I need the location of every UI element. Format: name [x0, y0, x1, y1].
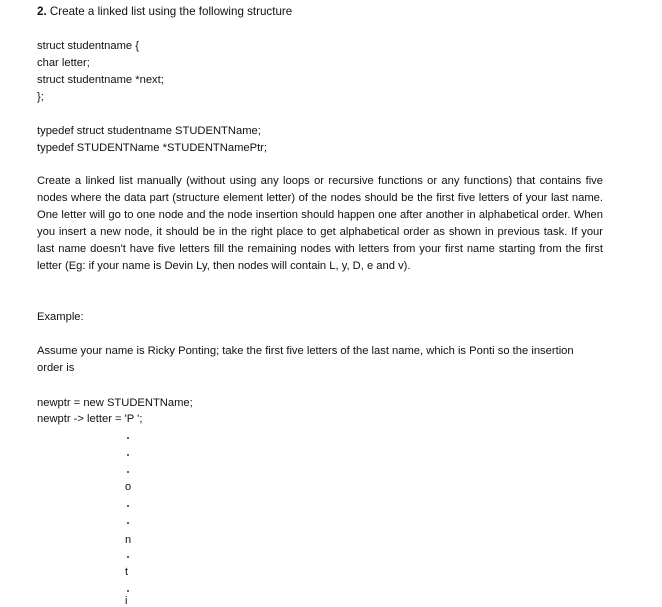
code-line: typedef struct studentname STUDENTName; — [37, 125, 261, 137]
example-label: Example: — [37, 311, 84, 323]
ellipsis-dot — [127, 590, 129, 592]
sequence-letter: o — [125, 481, 132, 493]
code-line: newptr = new STUDENTName; — [37, 397, 193, 409]
example-paragraph: Assume your name is Ricky Ponting; take the first five letters of the last name, which is Ponti so the insertion order is — [37, 345, 574, 374]
code-line: }; — [37, 91, 44, 103]
task-number: 2. — [37, 5, 47, 18]
ellipsis-dot — [127, 505, 129, 507]
ellipsis-dot — [127, 437, 129, 439]
task-title: Create a linked list using the following structure — [49, 5, 293, 18]
task-heading — [37, 5, 292, 18]
ellipsis-dot — [127, 471, 129, 473]
sequence-letter: i — [125, 595, 128, 607]
sequence-letter: n — [125, 534, 132, 546]
sequence-letter: t — [125, 566, 129, 578]
code-line: char letter; — [37, 57, 90, 69]
code-line: newptr -> letter = 'P '; — [37, 413, 143, 425]
code-line: typedef STUDENTName *STUDENTNamePtr; — [37, 142, 268, 154]
code-line: struct studentname { — [37, 40, 139, 52]
ellipsis-dot — [127, 454, 129, 456]
code-line: struct studentname *next; — [37, 74, 164, 86]
ellipsis-dot — [127, 556, 129, 558]
instructions-paragraph: Create a linked list manually (without using any loops or recursive functions or any functions) that contains five nodes where the data part (structure element letter) of the nodes should be the first five letters of your last name. One letter will go to one node and the node insertion should happen one after another in alphabetical order. When you insert a new node, it should be in the right place to get alphabetical order as shown in previous task. If your last name doesn't have five letters fill the remaining nodes with letters from your first name starting from the first letter (Eg: if your name is Devin Ly, then nodes will contain L, y, D, e and v). — [37, 175, 603, 272]
ellipsis-dot — [127, 522, 129, 524]
